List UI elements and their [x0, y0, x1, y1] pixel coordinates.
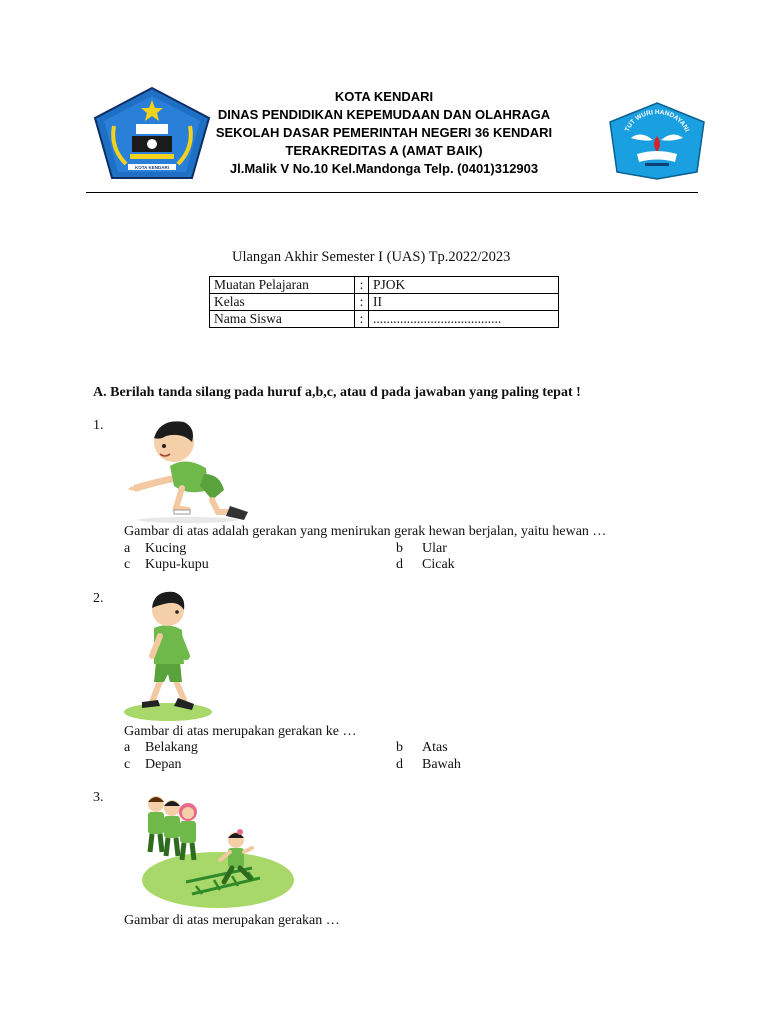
question-number: 2. [93, 591, 104, 606]
header-dept: DINAS PENDIDIKAN KEPEMUDAAN DAN OLAHRAGA [217, 107, 551, 122]
tut-wuri-motto: TUT WURI HANDAYANI [623, 108, 691, 133]
question-number: 3. [93, 790, 104, 805]
table-row [210, 311, 559, 328]
header-school: SEKOLAH DASAR PEMERINTAH NEGERI 36 KENDARI [215, 125, 553, 140]
header-divider [86, 192, 698, 193]
option-text[interactable]: Cicak [422, 557, 455, 572]
option-text[interactable]: Bawah [422, 757, 461, 772]
exam-title: Ulangan Akhir Semester I (UAS) Tp.2022/2023 [232, 249, 511, 265]
option-text[interactable]: Atas [422, 740, 448, 755]
option-letter: c [124, 757, 131, 772]
question-text: Gambar di atas merupakan gerakan ke … [124, 724, 357, 739]
option-letter: c [124, 557, 131, 572]
option-text[interactable]: Ular [422, 541, 447, 556]
option-letter: d [396, 757, 403, 772]
section-a-instruction: A. Berilah tanda silang pada huruf a,b,c, atau d pada jawaban yang paling tepat ! [93, 385, 581, 400]
header-accreditation: TERAKREDITAS A (AMAT BAIK) [285, 143, 483, 158]
question-text: Gambar di atas merupakan gerakan … [124, 913, 340, 928]
ladder-running-children-illustration [134, 790, 296, 912]
info-separator: : [355, 277, 369, 294]
option-text[interactable]: Kupu-kupu [145, 557, 209, 572]
info-label: Nama Siswa [210, 311, 355, 328]
info-value: II [369, 294, 559, 311]
question-text: Gambar di atas adalah gerakan yang menirukan gerak hewan berjalan, yaitu hewan … [124, 524, 607, 539]
option-letter: b [396, 541, 403, 556]
option-letter: b [396, 740, 403, 755]
student-info-table [209, 276, 559, 328]
header-city: KOTA KENDARI [334, 89, 434, 104]
option-text[interactable]: Depan [145, 757, 182, 772]
option-letter: a [124, 541, 131, 556]
option-text[interactable]: Belakang [145, 740, 198, 755]
tut-wuri-handayani-logo [607, 102, 707, 180]
info-label: Kelas [210, 294, 355, 311]
table-row [210, 277, 559, 294]
student-name-blank[interactable]: ...................................... [369, 311, 559, 328]
table-row [210, 294, 559, 311]
info-value: PJOK [369, 277, 559, 294]
question-number: 1. [93, 418, 104, 433]
crawling-child-illustration [126, 416, 256, 524]
option-text[interactable]: Kucing [145, 541, 187, 556]
kota-kendari-logo-caption: KOTA KENDARI [135, 165, 169, 170]
option-letter: d [396, 557, 403, 572]
header-address: Jl.Malik V No.10 Kel.Mandonga Telp. (0401)312903 [229, 161, 539, 176]
walking-child-illustration [122, 590, 214, 722]
info-separator: : [355, 294, 369, 311]
info-separator: : [355, 311, 369, 328]
option-letter: a [124, 740, 131, 755]
info-label: Muatan Pelajaran [210, 277, 355, 294]
